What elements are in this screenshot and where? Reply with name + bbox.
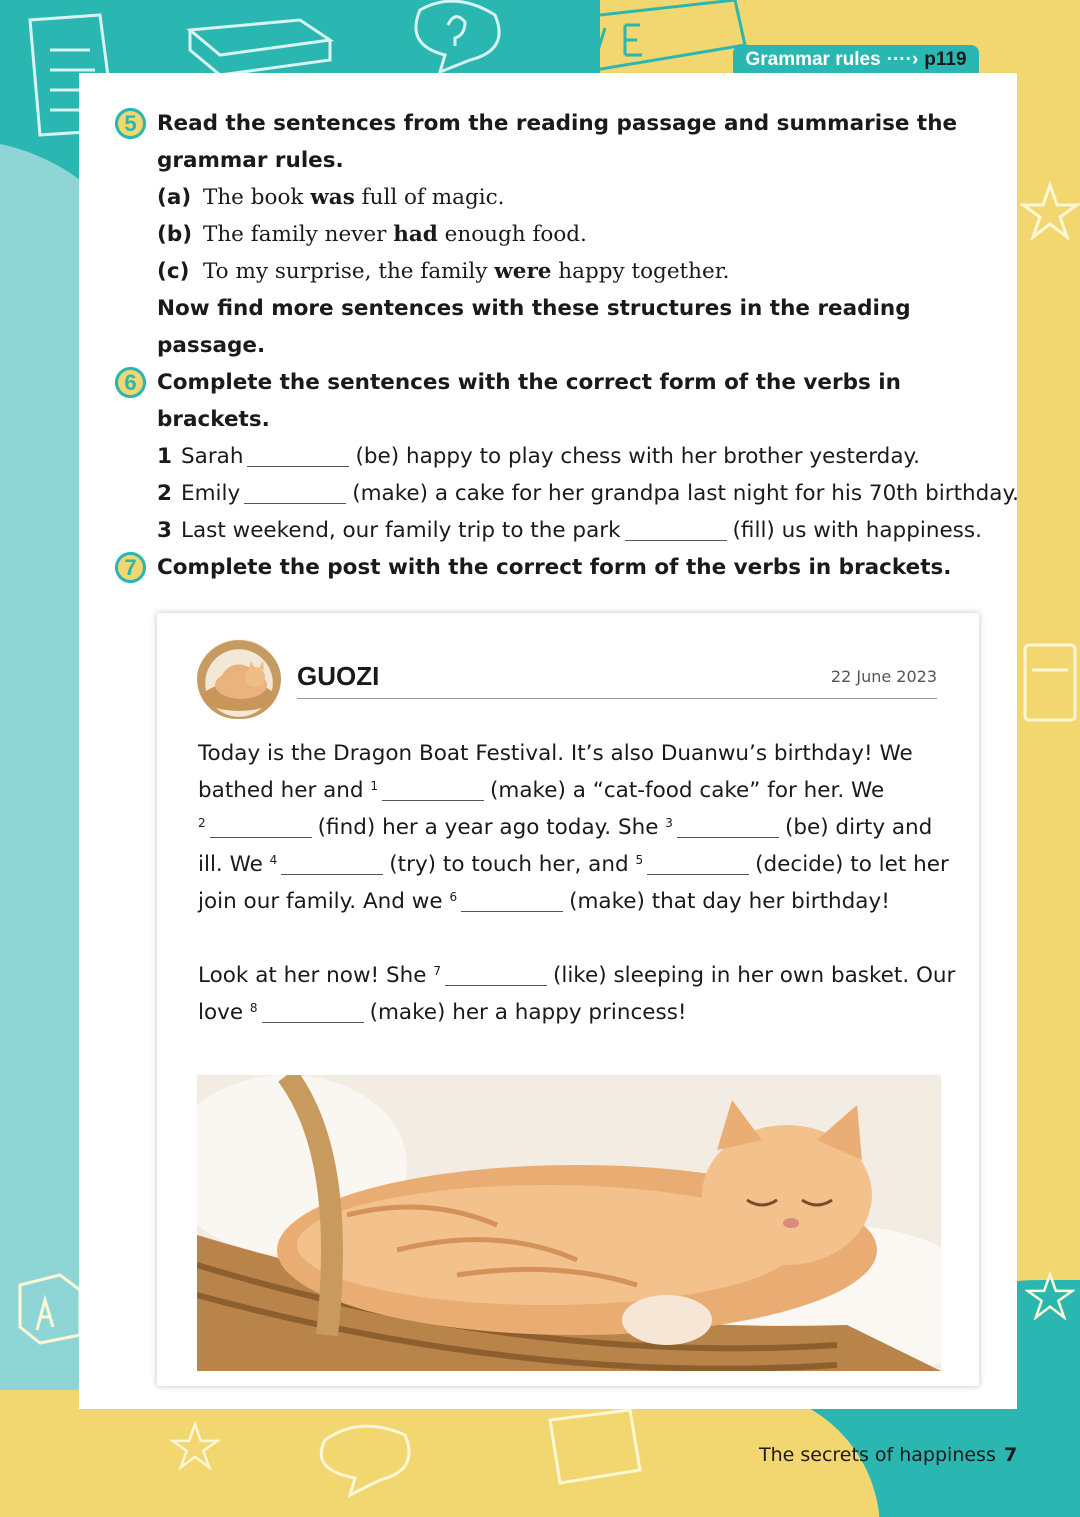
footer-chapter-title: The secrets of happiness: [759, 1444, 996, 1466]
example-sentence-a: (a) The book was full of magic.: [157, 185, 505, 210]
answer-blank[interactable]: [244, 481, 346, 504]
grammar-rules-label: Grammar rules: [745, 48, 881, 70]
post-date: 22 June 2023: [830, 667, 937, 686]
page-number: 7: [1004, 1444, 1018, 1466]
answer-blank[interactable]: [625, 518, 727, 541]
exercise-7: [115, 549, 995, 586]
exercise-number-badge: 7: [115, 552, 146, 583]
answer-blank[interactable]: [647, 852, 749, 875]
answer-blank[interactable]: [445, 963, 547, 986]
example-sentence-c: (c) To my surprise, the family were happy together.: [157, 259, 730, 284]
exercise-6: [115, 364, 1019, 549]
star-doodle-icon: [1025, 1270, 1075, 1320]
books-doodle-icon: [180, 10, 340, 80]
question-2: 2 Emily (make) a cake for her grandpa last night for his 70th birthday.: [157, 481, 1019, 506]
question-bubble-doodle-icon: [400, 0, 510, 75]
avatar: [197, 639, 281, 719]
answer-blank[interactable]: [281, 852, 383, 875]
exercise-number-badge: 6: [115, 367, 146, 398]
answer-blank[interactable]: [210, 815, 312, 838]
cat-photo: [197, 1075, 941, 1371]
letter-block-doodle-icon: [15, 1265, 85, 1345]
post-body: Today is the Dragon Boat Festival. It’s also Duanwu’s birthday! We bathed her and $^1$ (make) a “cat-food cake” for her. We $^2$ (find) her a year ago today. She $^3$ (be) dirty and ill. We $^4$ (try) to touch her, and $^5$ (decide) to let her join our family. And we $^6$ (make) that day her birthday! Look at her now! She $^7$ (like) sleeping in her own basket. Our love $^8$ (make) her a happy princess!: [198, 741, 956, 1025]
divider: [297, 698, 937, 699]
exercise-7-title: Complete the post with the correct form of the verbs in brackets.: [157, 555, 952, 580]
exercise-5: [115, 105, 995, 364]
star-doodle-icon: [170, 1420, 220, 1470]
answer-blank[interactable]: [461, 889, 563, 912]
star-doodle-icon: [1020, 180, 1080, 240]
answer-blank[interactable]: [382, 778, 484, 801]
post-username: GUOZI: [297, 661, 380, 691]
example-sentence-b: (b) The family never had enough food.: [157, 222, 587, 247]
answer-blank[interactable]: [262, 1000, 364, 1023]
why-bubble-doodle-icon: [310, 1420, 420, 1500]
answer-blank[interactable]: [677, 815, 779, 838]
diary-doodle-icon: [1020, 640, 1080, 730]
social-post-card: [157, 613, 979, 1386]
exercise-5-title: Read the sentences from the reading passage and summarise the grammar rules.: [157, 111, 958, 173]
grammar-rules-page: p119: [924, 48, 967, 70]
verb-sign-doodle-icon: [545, 0, 765, 80]
exercise-number-badge: 5: [115, 108, 146, 139]
answer-blank[interactable]: [247, 444, 349, 467]
grammar-rules-tab[interactable]: [733, 45, 979, 74]
arrow-icon: ····›: [886, 48, 919, 70]
exercise-5-instruction: Now find more sentences with these structures in the reading passage.: [157, 296, 911, 358]
question-3: 3 Last weekend, our family trip to the park (fill) us with happiness.: [157, 518, 982, 543]
abc-block-doodle-icon: [540, 1405, 650, 1485]
background-shape: [0, 1390, 880, 1517]
exercise-6-title: Complete the sentences with the correct form of the verbs in brackets.: [157, 370, 901, 432]
question-1: 1 Sarah (be) happy to play chess with her brother yesterday.: [157, 444, 920, 469]
